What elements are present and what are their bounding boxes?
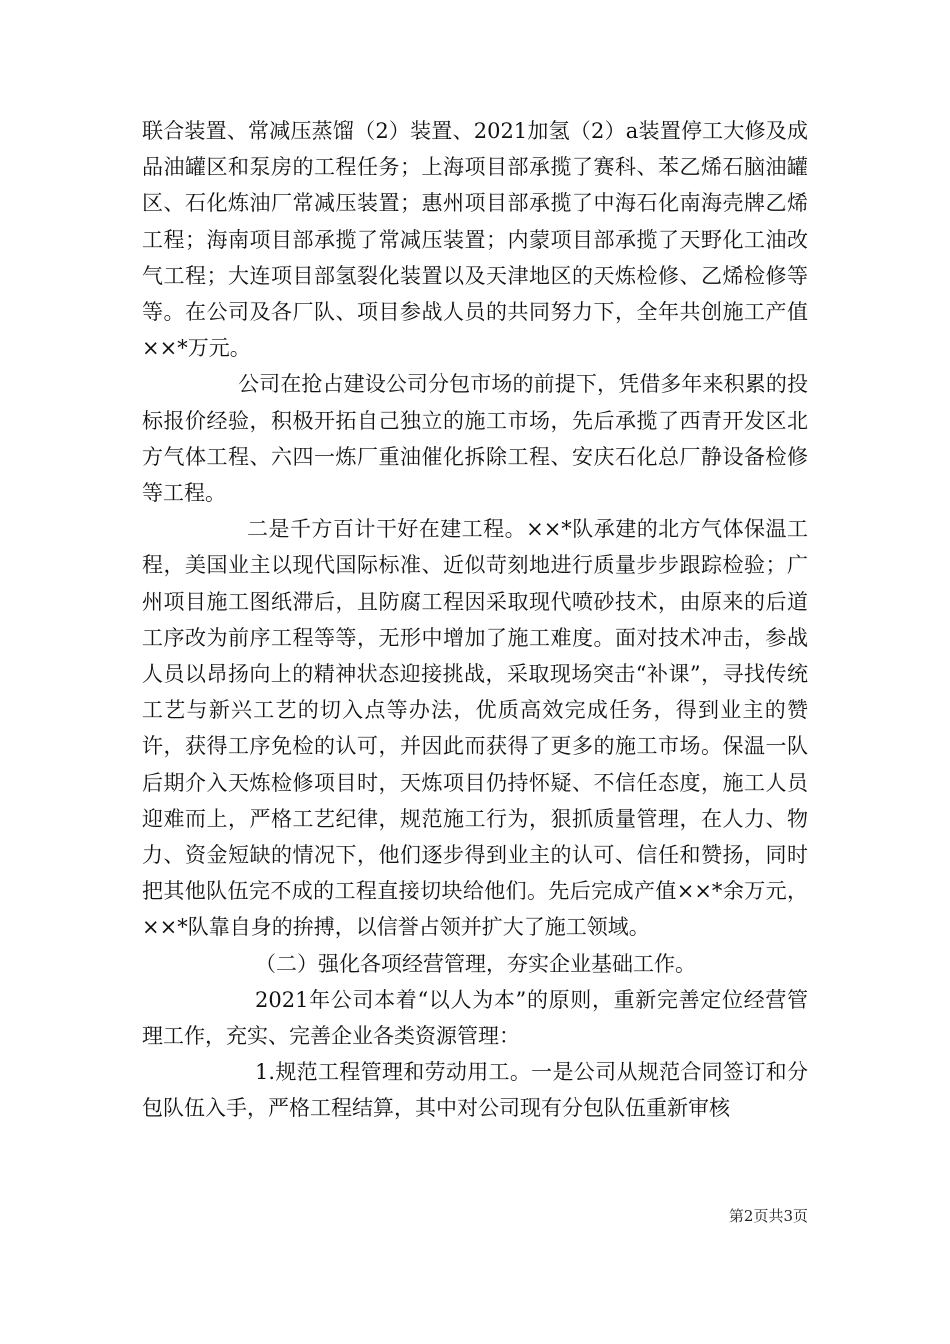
paragraph-labor-management: 1.规范工程管理和劳动用工。一是公司从规范合同签订和分包队伍入手，严格工程结算，其中对公司现有分包队伍重新审核	[142, 1060, 808, 1121]
section-heading-management: （二）强化各项经营管理，夯实企业基础工作。	[255, 951, 696, 976]
paragraph-people-first: 2021年公司本着“以人为本”的原则，重新完善定位经营管理工作，充实、完善企业各类资源管理：	[142, 987, 808, 1049]
page-number-footer: 第2页共3页	[728, 1207, 808, 1225]
document-body	[142, 113, 808, 1127]
paragraph-ongoing-projects: 二是千方百计干好在建工程。××*队承建的北方气体保温工程，美国业主以现代国际标准、近似苛刻地进行质量步步跟踪检验；广州项目施工图纸滞后，且防腐工程因采取现代喷砂技术，由原来的后道工序改为前序工程等等，无形中增加了施工难度。面对技术冲击，参战人员以昂扬向上的精神状态迎接挑战，采取现场突击“补课”，寻找传统工艺与新兴工艺的切入点等办法，优质高效完成任务，得到业主的赞许，获得工序免检的认可，并因此而获得了更多的施工市场。保温一队后期介入天炼检修项目时，天炼项目仍持怀疑、不信任态度，施工人员迎难而上，严格工艺纪律，规范施工行为，狠抓质量管理，在人力、物力、资金短缺的情况下，他们逐步得到业主的认可、信任和赞扬，同时把其他队伍完不成的工程直接切块给他们。先后完成产值××*余万元，××*队靠自身的拚搏，以信誉占领并扩大了施工领域。	[142, 517, 808, 940]
paragraph-independent-market: 公司在抢占建设公司分包市场的前提下，凭借多年来积累的投标报价经验，积极开拓自己独立的施工市场，先后承揽了西青开发区北方气体工程、六四一炼厂重油催化拆除工程、安庆石化总厂静设备检修等工程。	[142, 372, 808, 506]
paragraph-project-list: 联合装置、常减压蒸馏（2）装置、2021加氢（2）a装置停工大修及成品油罐区和泵房的工程任务；上海项目部承揽了赛科、苯乙烯石脑油罐区、石化炼油厂常减压装置；惠州项目部承揽了中海石化南海壳牌乙烯工程；海南项目部承揽了常减压装置；内蒙项目部承揽了天野化工油改气工程；大连项目部氢裂化装置以及天津地区的天炼检修、乙烯检修等等。在公司及各厂队、项目参战人员的共同努力下，全年共创施工产值××*万元。	[142, 119, 808, 361]
